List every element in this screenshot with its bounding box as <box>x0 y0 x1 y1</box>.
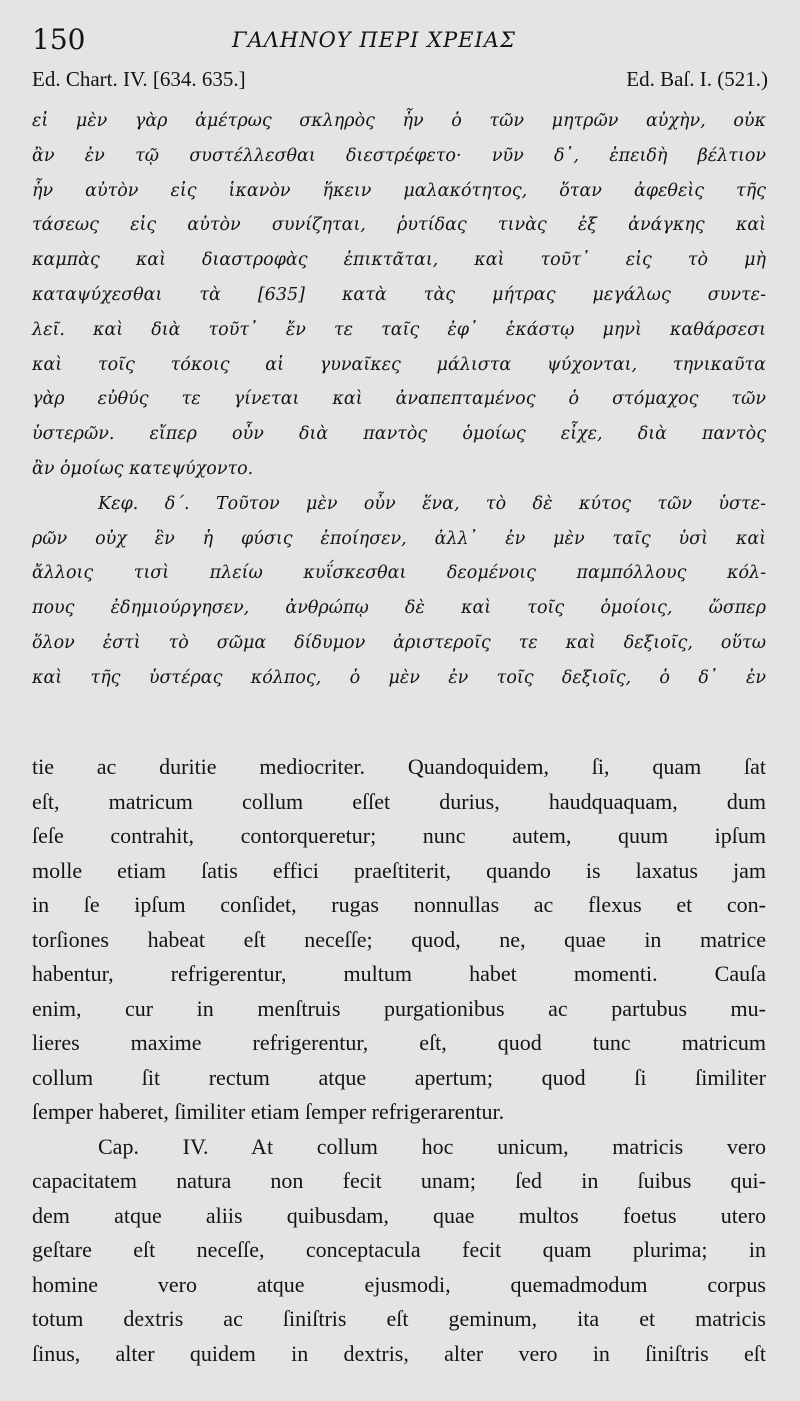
latin-line: capacitatem natura non fecit unam; ſed in ſuibus qui- <box>32 1168 766 1193</box>
latin-line: molle etiam ſatis effici praeſtiterit, quando is laxatus jam <box>32 857 766 883</box>
running-title: ΓΑΛΗΝΟΥ ΠΕΡΙ ΧΡΕΙΑΣ <box>232 28 516 52</box>
greek-chapter-heading-line: Κεφ. δ΄. Τοῦτον μὲν οὖν ἕνα, τὸ δὲ κύτος τῶν ὑστε- <box>98 493 766 514</box>
latin-chapter-heading-line: Cap. IV. At collum hoc unicum, matricis vero <box>98 1133 766 1159</box>
greek-line: ἂν ὁμοίως κατεψύχοντο. <box>32 458 254 479</box>
latin-line: totum dextris ac ſiniſtris eſt geminum, ita et matricis <box>32 1306 766 1331</box>
greek-line: ὑστερῶν. εἴπερ οὖν διὰ παντὸς ὁμοίως εἶχε, διὰ παντὸς <box>32 424 766 445</box>
latin-line: torſiones habeat eſt neceſſe; quod, ne, quae in matrice <box>32 926 766 952</box>
greek-line: καταψύχεσθαι τὰ [635] κατὰ τὰς μήτρας μεγάλως συντε- <box>32 284 766 305</box>
latin-line: lieres maxime refrigerentur, eſt, quod tunc matricum <box>32 1030 766 1055</box>
greek-line: ρῶν οὐχ ἓν ἡ φύσις ἐποίησεν, ἀλλ᾽ ἐν μὲν ταῖς ὑσὶ καὶ <box>32 528 766 549</box>
greek-line: ἂν ἐν τῷ συστέλλεσθαι διεστρέφετο· νῦν δ᾽, ἐπειδὴ βέλτιον <box>32 145 766 166</box>
greek-line: καὶ τῆς ὑστέρας κόλπος, ὁ μὲν ἐν τοῖς δεξιοῖς, ὁ δ᾽ ἐν <box>32 667 766 688</box>
greek-line: ὅλον ἐστὶ τὸ σῶμα δίδυμον ἀριστεροῖς τε καὶ δεξιοῖς, οὕτω <box>32 632 766 653</box>
latin-line: homine vero atque ejusmodi, quemadmodum corpus <box>32 1271 766 1297</box>
latin-line: geſtare eſt neceſſe, conceptacula fecit quam plurima; in <box>32 1237 766 1262</box>
latin-line: eſt, matricum collum eſſet durius, haudquaquam, dum <box>32 788 766 814</box>
greek-line: καὶ τοῖς τόκοις αἱ γυναῖκες μάλιστα ψύχονται, τηνικαῦτα <box>32 354 766 375</box>
greek-line: λεῖ. καὶ διὰ τοῦτ᾽ ἔν τε ταῖς ἐφ᾽ ἑκάστῳ μηνὶ καθάρσεσι <box>32 319 766 340</box>
greek-line: τάσεως εἰς αὐτὸν συνίζηται, ῥυτίδας τινὰς ἐξ ἀνάγκης καὶ <box>32 215 766 236</box>
greek-line: ἄλλοις τισὶ πλείω κυΐσκεσθαι δεομένοις παμπόλλους κόλ- <box>32 563 766 584</box>
edition-reference-basel: Ed. Baſ. I. (521.) <box>626 67 768 91</box>
edition-reference-line <box>32 64 768 94</box>
latin-text-block <box>32 750 766 1371</box>
greek-text-block <box>32 104 766 696</box>
page-header <box>32 22 772 58</box>
greek-line: εἰ μὲν γὰρ ἀμέτρως σκληρὸς ἦν ὁ τῶν μητρῶν αὐχὴν, οὐκ <box>32 111 766 131</box>
latin-line: habentur, refrigerentur, multum habet momenti. Cauſa <box>32 961 766 986</box>
latin-line: in ſe ipſum conſidet, rugas nonnullas ac flexus et con- <box>32 892 766 917</box>
greek-line: γὰρ εὐθύς τε γίνεται καὶ ἀναπεπταμένος ὁ στόμαχος τῶν <box>32 389 766 410</box>
latin-line: collum ſit rectum atque apertum; quod ſi ſimiliter <box>32 1064 766 1090</box>
greek-line: ἦν αὐτὸν εἰς ἱκανὸν ἥκειν μαλακότητος, ὅταν ἀφεθεὶς τῆς <box>32 180 766 201</box>
greek-line: πους ἐδημιούργησεν, ἀνθρώπῳ δὲ καὶ τοῖς ὁμοίοις, ὥσπερ <box>32 598 766 619</box>
edition-reference-chartier: Ed. Chart. IV. [634. 635.] <box>32 67 246 91</box>
latin-line: ſemper haberet, ſimiliter etiam ſemper refrigerarentur. <box>32 1099 505 1124</box>
page-number: 150 <box>32 23 86 56</box>
latin-line: tie ac duritie mediocriter. Quandoquidem, ſi, quam ſat <box>32 754 766 779</box>
greek-line: καμπὰς καὶ διαστροφὰς ἐπικτᾶται, καὶ τοῦτ᾽ εἰς τὸ μὴ <box>32 250 766 271</box>
latin-line: dem atque aliis quibusdam, quae multos foetus utero <box>32 1202 766 1228</box>
latin-line: ſeſe contrahit, contorqueretur; nunc autem, quum ipſum <box>32 823 766 848</box>
latin-line: ſinus, alter quidem in dextris, alter vero in ſiniſtris eſt <box>32 1340 766 1366</box>
latin-line: enim, cur in menſtruis purgationibus ac partubus mu- <box>32 995 766 1021</box>
